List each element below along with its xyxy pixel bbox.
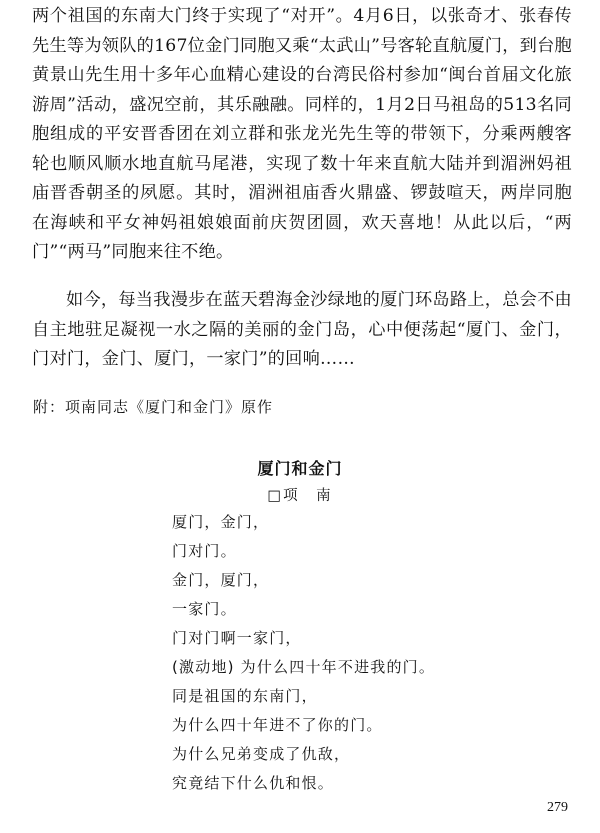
poem-line: 厦门，金门， [172,513,270,531]
poem-line: 一家门。 [172,600,237,618]
poem-line: (激动地) 为什么四十年不进我的门。 [172,658,436,676]
body-paragraph-1: 两个祖国的东南大门终于实现了“对开”。4月6日，以张奇才、张春传先生等为领队的167位金门同胞又乘“太武山”号客轮直航厦门，到台胞黄景山先生用十多年心血精心建设的台湾民俗村参加“闽台首届文化旅游周”活动，盛况空前，其乐融融。同样的，1月2日马祖岛的513名同胞组成的平安晋香团在刘立群和张龙光先生等的带领下，分乘两艘客轮也顺风顺水地直航马尾港，实现了数十年来直航大陆并到湄洲妈祖庙晋香朝圣的夙愿。其时，湄洲祖庙香火鼎盛、锣鼓喧天，两岸同胞在海峡和平女神妈祖娘娘面前庆贺团圆，欢天喜地！从此以后，“两门”“两马”同胞来往不绝。 [32,6,572,262]
poem-line: 金门，厦门， [172,571,270,589]
page-number: 279 [547,800,568,815]
poem-line: 究竟结下什么仇和恨。 [172,774,335,792]
poem-line: 门对门啊一家门， [172,629,302,647]
poem-line: 为什么兄弟变成了仇敌， [172,745,351,763]
poem-author: □项 南 [267,488,333,504]
poem-body [172,508,435,798]
appendix-note: 附：项南同志《厦门和金门》原作 [33,398,274,416]
poem-title: 厦门和金门 [257,459,343,478]
poem-line: 门对门。 [172,542,237,560]
poem-line: 为什么四十年进不了你的门。 [172,716,383,734]
body-paragraph-2: 如今，每当我漫步在蓝天碧海金沙绿地的厦门环岛路上，总会不由自主地驻足凝视一水之隔的美丽的金门岛，心中便荡起“厦门、金门，门对门，金门、厦门，一家门”的回响…… [32,290,572,369]
poem-line: 同是祖国的东南门， [172,687,318,705]
